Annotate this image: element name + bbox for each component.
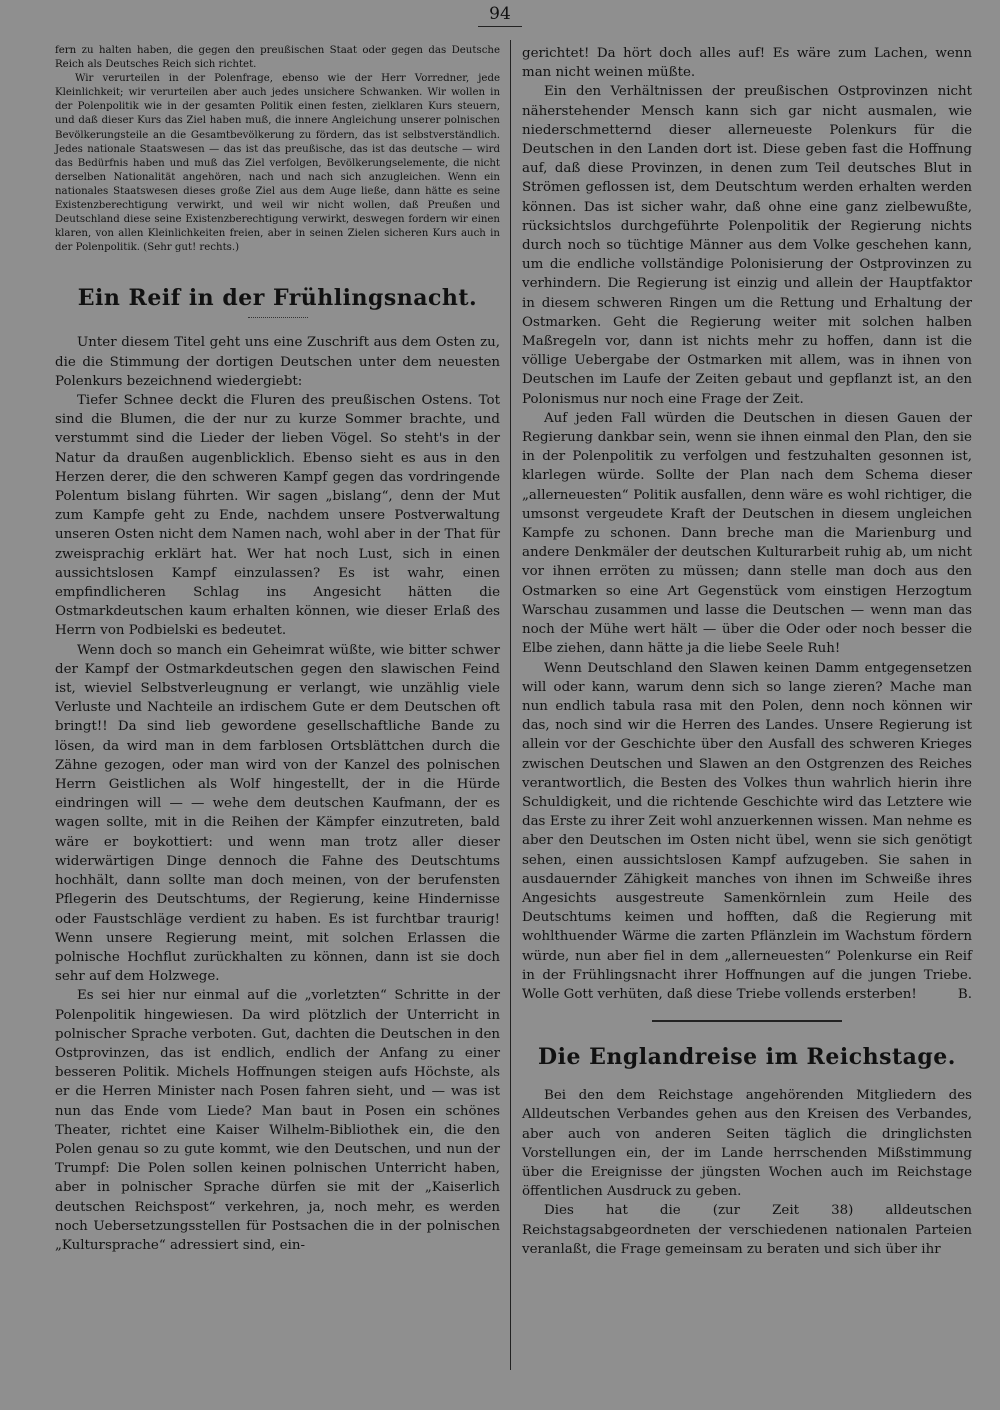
page-number: 94 [489,4,511,24]
article-paragraph [522,659,972,1005]
article-paragraph: Unter diesem Titel geht uns eine Zuschrift aus dem Osten zu, die die Stimmung der dortigen Deutschen unter dem neuesten Polenkurs bezeichnend wiedergiebt: [55,335,500,389]
title-ornament [248,317,308,319]
article-paragraph: Tiefer Schnee deckt die Fluren des preußischen Ostens. Tot sind die Blumen, die der nur zu kurze Sommer brachte, und verstummt sind die Lieder der lieben Vögel. So steht's in der Natur da draußen augenblicklich. Ebenso sieht es aus in den Herzen derer, die den schweren Kampf gegen das vordringende Polentum bislang führten. Wir sagen „bislang“, denn der Mut zum Kampfe geht zu Ende, nachdem unsere Postverwaltung unseren Osten nicht dem Namen nach, wohl aber in der That für zweisprachig erklärt hat. Wer hat noch Lust, sich in einen aussichtslosen Kampf einzulassen? Es ist wahr, einen empfindlicheren Schlag ins Angesicht hätten die Ostmarkdeutschen kaum erhalten können, wie dieser Erlaß des Herrn von Podbielski es bedeutet. [55,393,500,639]
left-column [55,44,500,1255]
article-paragraph: Es sei hier nur einmal auf die „vorletzten“ Schritte in der Polenpolitik hingewiesen. Da wird plötzlich der Unterricht in polnischer Sprache verboten. Gut, dachten die Deutschen in den Ostprovinzen, das ist endlich, endlich der Anfang zu einer besseren Politik. Michels Hoffnungen steigen aufs Höchste, als er die Herren Minister nach Posen fahren sieht, und — was ist nun das Ende vom Liede? Man baut in Posen ein schönes Theater, richtet eine Kaiser Wilhelm-Bibliothek ein, die den Polen genau so zu gute kommt, wie den Deutschen, und nun der Trumpf: Die Polen sollen keinen polnischen Unterricht haben, aber in polnischer Sprache dürfen sie mit der „Kaiserlich deutschen Reichspost“ verkehren, ja, noch mehr, es werden noch Uebersetzungsstellen für Postsachen die in der polnischen „Kultursprache“ adressiert sind, ein- [55,988,500,1253]
speech-paragraph: fern zu halten haben, die gegen den preußischen Staat oder gegen das Deutsche Reich als Deutsches Reich sich richtet. [55,45,500,71]
article-paragraph: Auf jeden Fall würden die Deutschen in diesen Gauen der Regierung dankbar sein, wenn sie ihnen einmal den Plan, den sie in der Polenpolitik zu verfolgen und festzuhalten gesonnen ist, klarlegen würde. Sollte der Plan nach dem Schema dieser „allerneuesten“ Politik ausfallen, denn wäre es wohl richtiger, die umsonst vergeudete Kraft der Deutschen in diesem ungleichen Kampfe zu schonen. Dann breche man die Marienburg und andere Denkmäler der deutschen Kulturarbeit ruhig ab, um nicht vor ihnen erröten zu müssen; dann stelle man doch aus den Ostmarken so eine Art Gegenstück vom einstigen Herzogtum Warschau zusammen und lasse die Deutschen — wenn man das noch der Mühe wert hält — über die Oder oder noch besser die Elbe ziehen, dann hätte ja die liebe Seele Ruh! [522,410,972,657]
page-number-rule [478,26,522,27]
article-paragraph: gerichtet! Da hört doch alles auf! Es wäre zum Lachen, wenn man nicht weinen müßte. [522,46,972,81]
article-title-englandreise: Die Englandreise im Reichstage. [538,1044,956,1071]
article-signature: B. [957,986,972,1002]
right-column [522,44,972,1259]
article-separator [652,1020,842,1022]
article-title-reif: Ein Reif in der Frühlingsnacht. [77,285,478,312]
article-paragraph: Dies hat die (zur Zeit 38) alldeutschen Reichstagsabgeordneten der verschiedenen nationalen Parteien veranlaßt, die Frage gemeinsam zu beraten und sich über ihr [522,1203,972,1257]
article-paragraph: Wenn doch so manch ein Geheimrat wüßte, wie bitter schwer der Kampf der Ostmarkdeutschen gegen den slawischen Feind ist, wieviel Selbstverleugnung er verlangt, wie unzählig viele Verluste und Nachteile an irdischem Gute er dem Deutschen oft bringt!! Da sind lieb gewordene gesellschaftliche Bande zu lösen, da wird man in dem farblosen Ortsblättchen durch die Zähne gezogen, oder man wird von der Kanzel des polnischen Herrn Geistlichen als Wolf hingestellt, der in die Hürde eindringen will — — wehe dem deutschen Kaufmann, der es wagen sollte, mit in die Reihen der Kämpfer einzutreten, bald wäre er boykottiert: und wenn man trotz aller dieser widerwärtigen Dinge dennoch die Fahne des Deutschtums hochhält, dann sollte man doch meinen, von der berufensten Pflegerin des Deutschtums, der Regierung, keine Hindernisse oder Faustschläge verdient zu haben. Es ist furchtbar traurig! Wenn unsere Regierung meint, mit solchen Erlassen die polnische Hochflut zurückhalten zu können, dann ist sie doch sehr auf dem Holzwege. [55,642,500,985]
speech-excerpt [55,44,500,255]
article-body-reif-right [522,44,972,1004]
column-divider [510,40,511,1370]
article-body-reif-left [55,333,500,1255]
article-paragraph-text: Wenn Deutschland den Slawen keinen Damm entgegensetzen will oder kann, warum denn sich so lange zieren? Mache man nun endlich tabula rasa mit den Polen, denn noch können wir das, noch sind wir die Herren des Landes. Unsere Regierung ist allein vor der Geschichte über den Ausfall des schweren Krieges zwischen Deutschen und Slawen an den Ostgrenzen des Reiches verantwortlich, die Besten des Volkes thun wahrlich hierin ihre Schuldigkeit, und die richtende Geschichte wird das Letztere wie das Erste zu ihrer Zeit wohl anzuerkennen wissen. Man nehme es aber den Deutschen im Osten nicht übel, wenn sie sich genötigt sehen, einen aussichtslosen Kampf aufzugeben. Sie sahen in ausdauernder Zähigkeit manches von ihnen im Schweiße ihres Angesichts ausgestreute Samenkörnlein zum Heile des Deutschtums keimen und hofften, daß die Regierung mit wohlthuender Wärme die zarten Pflänzlein im Wachstum fördern würde, nun aber fiel in dem „allerneuesten“ Polenkurse ein Reif in der Frühlingsnacht ihrer Hoffnungen auf die jungen Triebe. Wolle Gott verhüten, daß diese Triebe vollends ersterben! [522,660,972,1002]
article-body-englandreise [522,1086,972,1259]
article-paragraph: Ein den Verhältnissen der preußischen Ostprovinzen nicht näherstehender Mensch kann sich gar nicht ausmalen, wie niederschmetternd dieser allerneueste Polenkurs für die Deutschen in den Landen dort ist. Diese geben fast die Hoffnung auf, daß diese Provinzen, in denen zum Teil deutsches Blut in Strömen geflossen ist, dem Deutschtum werden erhalten werden können. Das ist sicher wahr, daß ohne eine ganz zielbewußte, rücksichtslos durchgeführte Polenpolitik der Regierung nichts durch noch so tüchtige Männer aus dem Volke geschehen kann, um die endliche vollständige Polonisierung der Ostprovinzen zu verhindern. Die Regierung ist einzig und allein der Hauptfaktor in diesem schweren Ringen um die Rettung und Erhaltung der Ostmarken. Geht die Regierung weiter mit solchen halben Maßregeln vor, dann ist nichts mehr zu hoffen, dann ist die völlige Uebergabe der Ostmarken mit allem, was in ihnen von Deutschen im Laufe der Zeiten gebaut und gepflanzt ist, an den Polonismus nur noch eine Frage der Zeit. [522,84,972,407]
speech-paragraph: Wir verurteilen in der Polenfrage, ebenso wie der Herr Vorredner, jede Kleinlichkeit; wir verurteilen aber auch jedes unsichere Schwanken. Wir wollen in der Polenpolitik wie in der gesamten Politik einen festen, zielklaren Kurs steuern, und daß dieser Kurs das Ziel haben muß, die innere Angleichung unserer polnischen Bevölkerungsteile an die Gesamtbevölkerung zu fördern, das ist selbstverständlich. Jedes nationale Staatswesen — das ist das preußische, das ist das deutsche — wird das Bedürfnis haben und muß das Ziel verfolgen, Bevölkerungselemente, die nicht derselben Nationalität angehören, nach und nach sich anzugleichen. Wenn ein nationales Staatswesen dieses große Ziel aus dem Auge ließe, dann hätte es seine Existenzberechtigung verwirkt, und weil wir nicht wollen, daß Preußen und Deutschland diese seine Existenzberechtigung verwirkt, deswegen fordern wir einen klaren, von allen Kleinlichkeiten freien, aber in seinen Zielen sicheren Kurs auch in der Polenpolitik. (Sehr gut! rechts.) [55,73,500,254]
article-paragraph: Bei den dem Reichstage angehörenden Mitgliedern des Alldeutschen Verbandes gehen aus den Kreisen des Verbandes, aber auch von anderen Seiten täglich die dringlichsten Vorstellungen ein, der im Lande herrschenden Mißstimmung über die Ereignisse der jüngsten Wochen auch im Reichstage öffentlichen Ausdruck zu geben. [522,1088,972,1200]
